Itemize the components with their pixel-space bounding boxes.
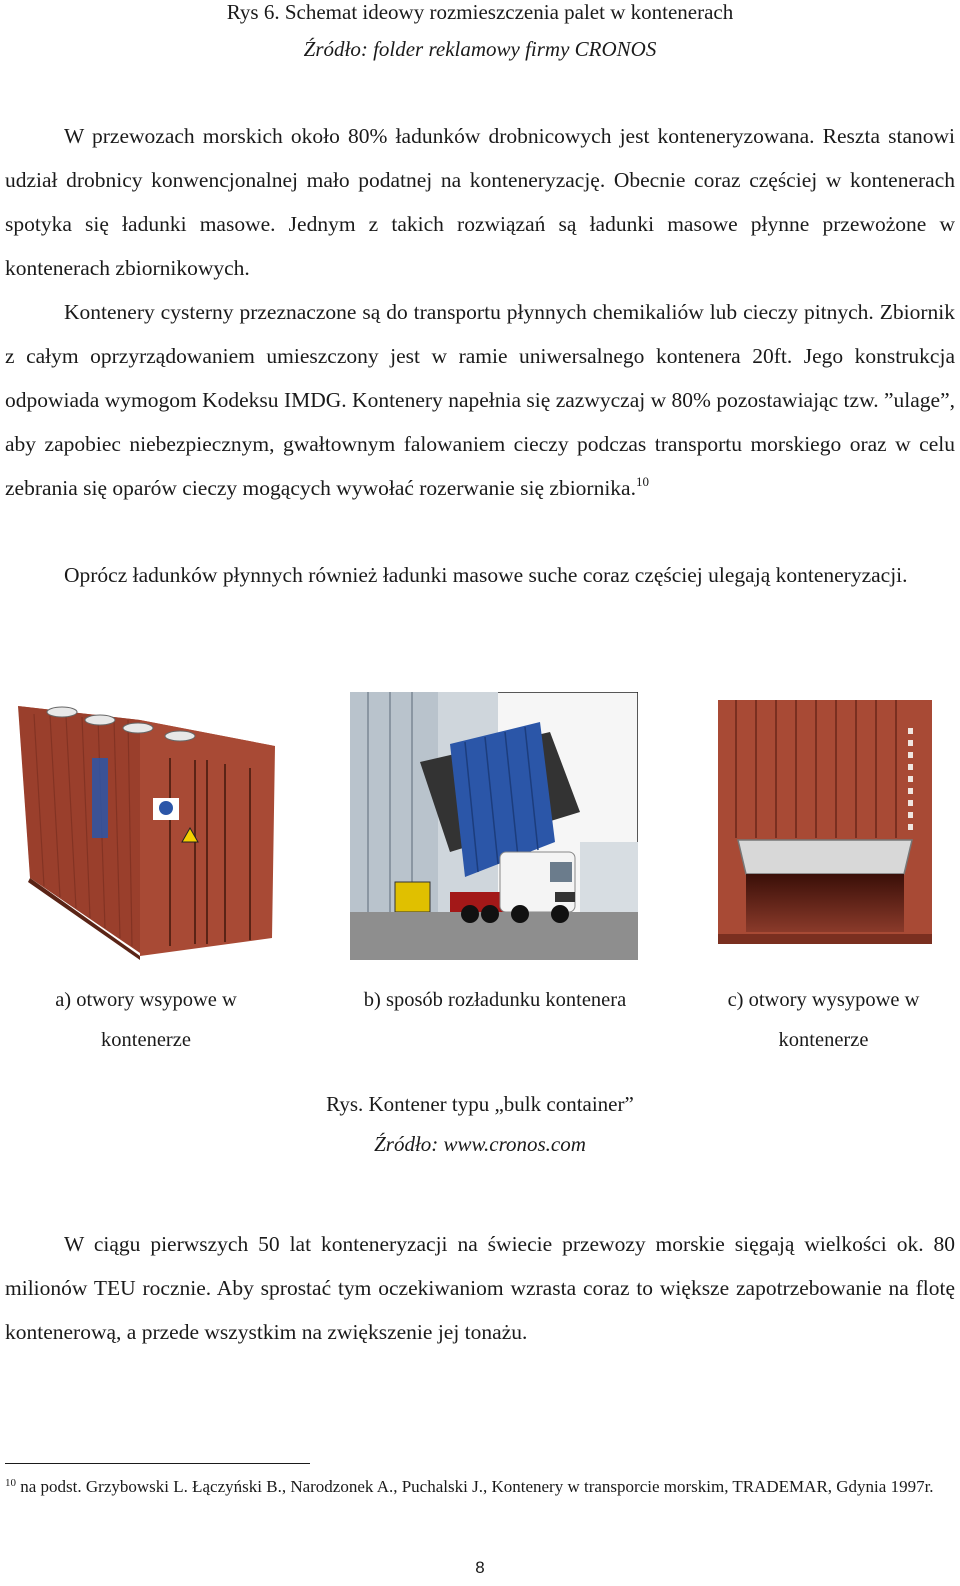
figure-source: Źródło: www.cronos.com (374, 1132, 586, 1156)
figure-a-caption: a) otwory wsypowe w kontenerze (55, 989, 237, 1051)
footnote-number: 10 (5, 1477, 16, 1489)
paragraph-1: W przewozach morskich około 80% ładunków drobnicowych jest konteneryzowana. Reszta stanowi udział drobnicy konwencjonalnej mało podatnej na konteneryzację. Obecnie coraz częściej w kontenerach spotyka się ładunki masowe. Jednym z takich rozwiązań są ładunki masowe płynne przewożone w kontenerach zbiornikowych. (5, 124, 955, 280)
figure-b-unloading-image (350, 692, 638, 960)
paragraph-4: W ciągu pierwszych 50 lat konteneryzacji na świecie przewozy morskie sięgają wielkości ok. 80 milionów TEU rocznie. Aby sprostać tym oczekiwaniom wzrasta coraz to większe zapotrzebowanie na flotę kontenerową, a przede wszystkim na zwiększenie jej tonażu. (5, 1232, 955, 1344)
paragraph-3: Oprócz ładunków płynnych również ładunki masowe suche coraz częściej ulegają konteneryzacji. (64, 563, 908, 587)
figure-c-discharge-image (716, 698, 934, 946)
footnote-text: na podst. Grzybowski L. Łączyński B., Narodzonek A., Puchalski J., Kontenery w transporcie morskim, TRADEMAR, Gdynia 1997r. (20, 1477, 934, 1496)
figure-a-container-image (10, 698, 285, 963)
figure-c-caption: c) otwory wysypowe w kontenerze (727, 989, 920, 1051)
footnote-ref: 10 (635, 474, 649, 489)
figure-title-top: Rys 6. Schemat ideowy rozmieszczenia palet w kontenerach (226, 0, 734, 24)
page-number: 8 (475, 1558, 485, 1577)
paragraph-2 (5, 290, 955, 510)
figure-title: Rys. Kontener typu „bulk container” (326, 1092, 634, 1116)
paragraph-2-text: Kontenery cysterny przeznaczone są do transportu płynnych chemikaliów lub cieczy pitnych. Zbiornik z całym oprzyrządowaniem umieszczony jest w ramie uniwersalnego kontenera 20ft. Jego konstrukcja odpowiada wymogom Kodeksu IMDG. Kontenery napełnia się zazwyczaj w 80% pozostawiając tzw. ”ulage”, aby zapobiec niebezpiecznym, gwałtownym falowaniem cieczy podczas transportu morskiego oraz w celu zebrania się oparów cieczy mogących wywołać rozerwanie się zbiornika. (5, 300, 955, 500)
footnote (5, 1474, 955, 1499)
figure-b-caption: b) sposób rozładunku kontenera (363, 989, 627, 1011)
figure-source-top: Źródło: folder reklamowy firmy CRONOS (303, 37, 657, 61)
footnote-separator (5, 1463, 310, 1464)
